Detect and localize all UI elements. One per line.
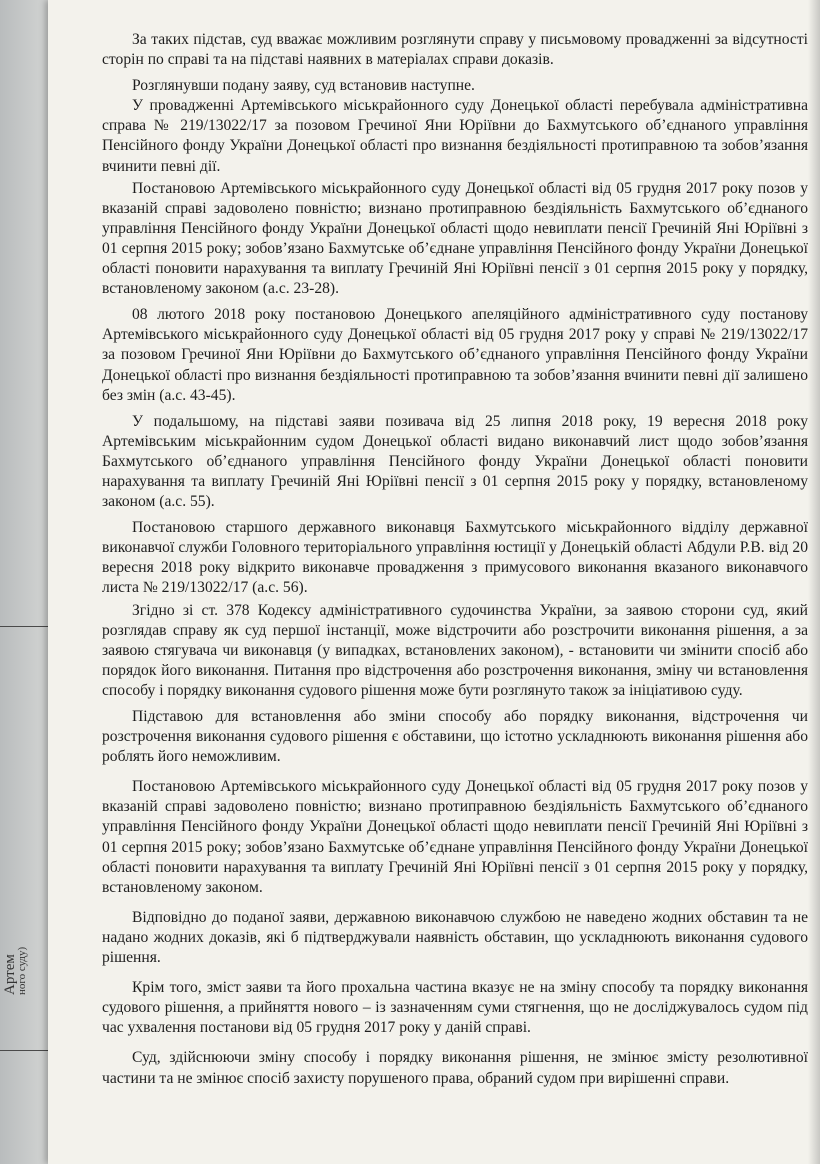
paragraph-writ-issued: У подальшому, на підставі заяви позивача від 25 липня 2018 року, 19 вересня 2018 року Артемівським міськрайонним судом Донецької області видано виконавчий лист щодо зобов’язання Бахмутського об’єднаного управління Пенсійного фонду України Донецької області поновити нарахування та виплату Гречиній Яні Юріївні пенсії з 01 серпня 2015 року у порядку, встановленому законом (а.с. 55). (102, 412, 808, 511)
paragraph-article-378: Згідно зі ст. 378 Кодексу адміністративного судочинства України, за заявою сторони суд, який розглядав справу як суд першої інстанції, може відстрочити або розстрочити виконання рішення, а за заявою стягувача чи виконавця (у випадках, встановлених законом), - встановити чи змінити спосіб або порядок його виконання. Питання про відстрочення або розстрочення виконання, зміну чи встановлення способу і порядку виконання судового рішення може бути розглянуто також за ініціативою суду. (102, 601, 808, 699)
paragraph-ruling-restated: Постановою Артемівського міськрайонного суду Донецької області від 05 грудня 2017 року позов у вказаній справі задоволено повністю; визнано протиправною бездіяльність Бахмутського об’єднаного управління Пенсійного фонду України Донецької області щодо невиплати пенсії Гречиній Яні Юріївні з 01 серпня 2015 року; зобов’язано Бахмутське об’єднане управління Пенсійного фонду України Донецької області поновити нарахування та виплату Гречиній Яні Юріївні пенсії з 01 серпня 2015 року у порядку, встановленому законом. (102, 778, 808, 896)
margin-note (4, 905, 52, 995)
paragraph-first-ruling: Постановою Артемівського міськрайонного суду Донецької області від 05 грудня 2017 року позов у вказаній справі задоволено повністю; визнано протиправною бездіяльність Бахмутського об’єднаного управління Пенсійного фонду України Донецької області щодо невиплати пенсії Гречиній Яні Юріївні з 01 серпня 2015 року; зобов’язано Бахмутське об’єднане управління Пенсійного фонду України Донецької області поновити нарахування та виплату Гречиній Яні Юріївні пенсії з 01 серпня 2015 року у порядку, встановленому законом (а.с. 23-28). (102, 179, 808, 298)
paragraph-new-claim: Крім того, зміст заяви та його прохальна частина вказує не на зміну способу та порядку виконання судового рішення, а прийняття нового – із зазначенням суми стягнення, що не досліджувалось судом під час ухвалення постанови від 05 грудня 2017 року у даній справі. (102, 979, 808, 1037)
document-page (48, 0, 820, 1164)
paragraph-grounds-for-change: Підставою для встановлення або зміни способу або порядку виконання, відстрочення чи розстрочення виконання судового рішення є обставини, що істотно ускладнюють виконання рішення або роблять його неможливим. (102, 708, 808, 766)
paragraph-grounds: За таких підстав, суд вважає можливим розглянути справу у письмовому провадженні за відсутності сторін по справі та на підставі наявних в матеріалах справи доказів. (102, 31, 808, 69)
paragraph-case-proceedings: У провадженні Артемівського міськрайонного суду Донецької області перебувала адміністративна справа № 219/13022/17 за позовом Гречиної Яни Юріївни до Бахмутського об’єднаного управління Пенсійного фонду України Донецької області про визнання бездіяльності протиправною та зобов’язання вчинити певні дії. (102, 97, 808, 175)
paragraph-no-evidence: Відповідно до поданої заяви, державною виконавчою службою не наведено жодних обставин та не надано жодних доказів, які б підтверджували наявність обставин, що ускладнюють виконання судового рішення. (102, 908, 808, 967)
page-edge-shadow (808, 0, 820, 1164)
margin-note-sub: ного суду) (16, 946, 28, 995)
paragraph-appeal-ruling: 08 лютого 2018 року постановою Донецького апеляційного адміністративного суду постанову Артемівського міськрайонного суду Донецької області від 05 грудня 2017 року у справі № 219/13022/17 за позовом Гречиної Яни Юріївни до Бахмутського об’єднаного управління Пенсійного фонду України Донецької області про визнання бездіяльності протиправною та зобов’язання вчинити певні дії залишено без змін (а.с. 43-45). (102, 306, 808, 404)
paragraph-court-established: Розглянувши подану заяву, суд встановив наступне. (132, 77, 475, 95)
document-body (102, 30, 808, 1089)
paragraph-enforcement-opened: Постановою старшого державного виконавця Бахмутського міськрайонного відділу державної виконавчої служби Головного територіального управління юстиції у Донецькій області Абдули Р.В. від 20 вересня 2018 року відкрито виконавче провадження з примусового виконання вказаного виконавчого листа № 219/13022/17 (а.с. 56). (102, 519, 808, 597)
margin-note-main: Артем (2, 954, 18, 995)
paragraph-resolution-unchanged: Суд, здійснюючи зміну способу і порядку виконання рішення, не змінює змісту резолютивної частини та не змінює спосіб захисту порушеного права, обраний судом при вирішенні справи. (102, 1049, 808, 1087)
